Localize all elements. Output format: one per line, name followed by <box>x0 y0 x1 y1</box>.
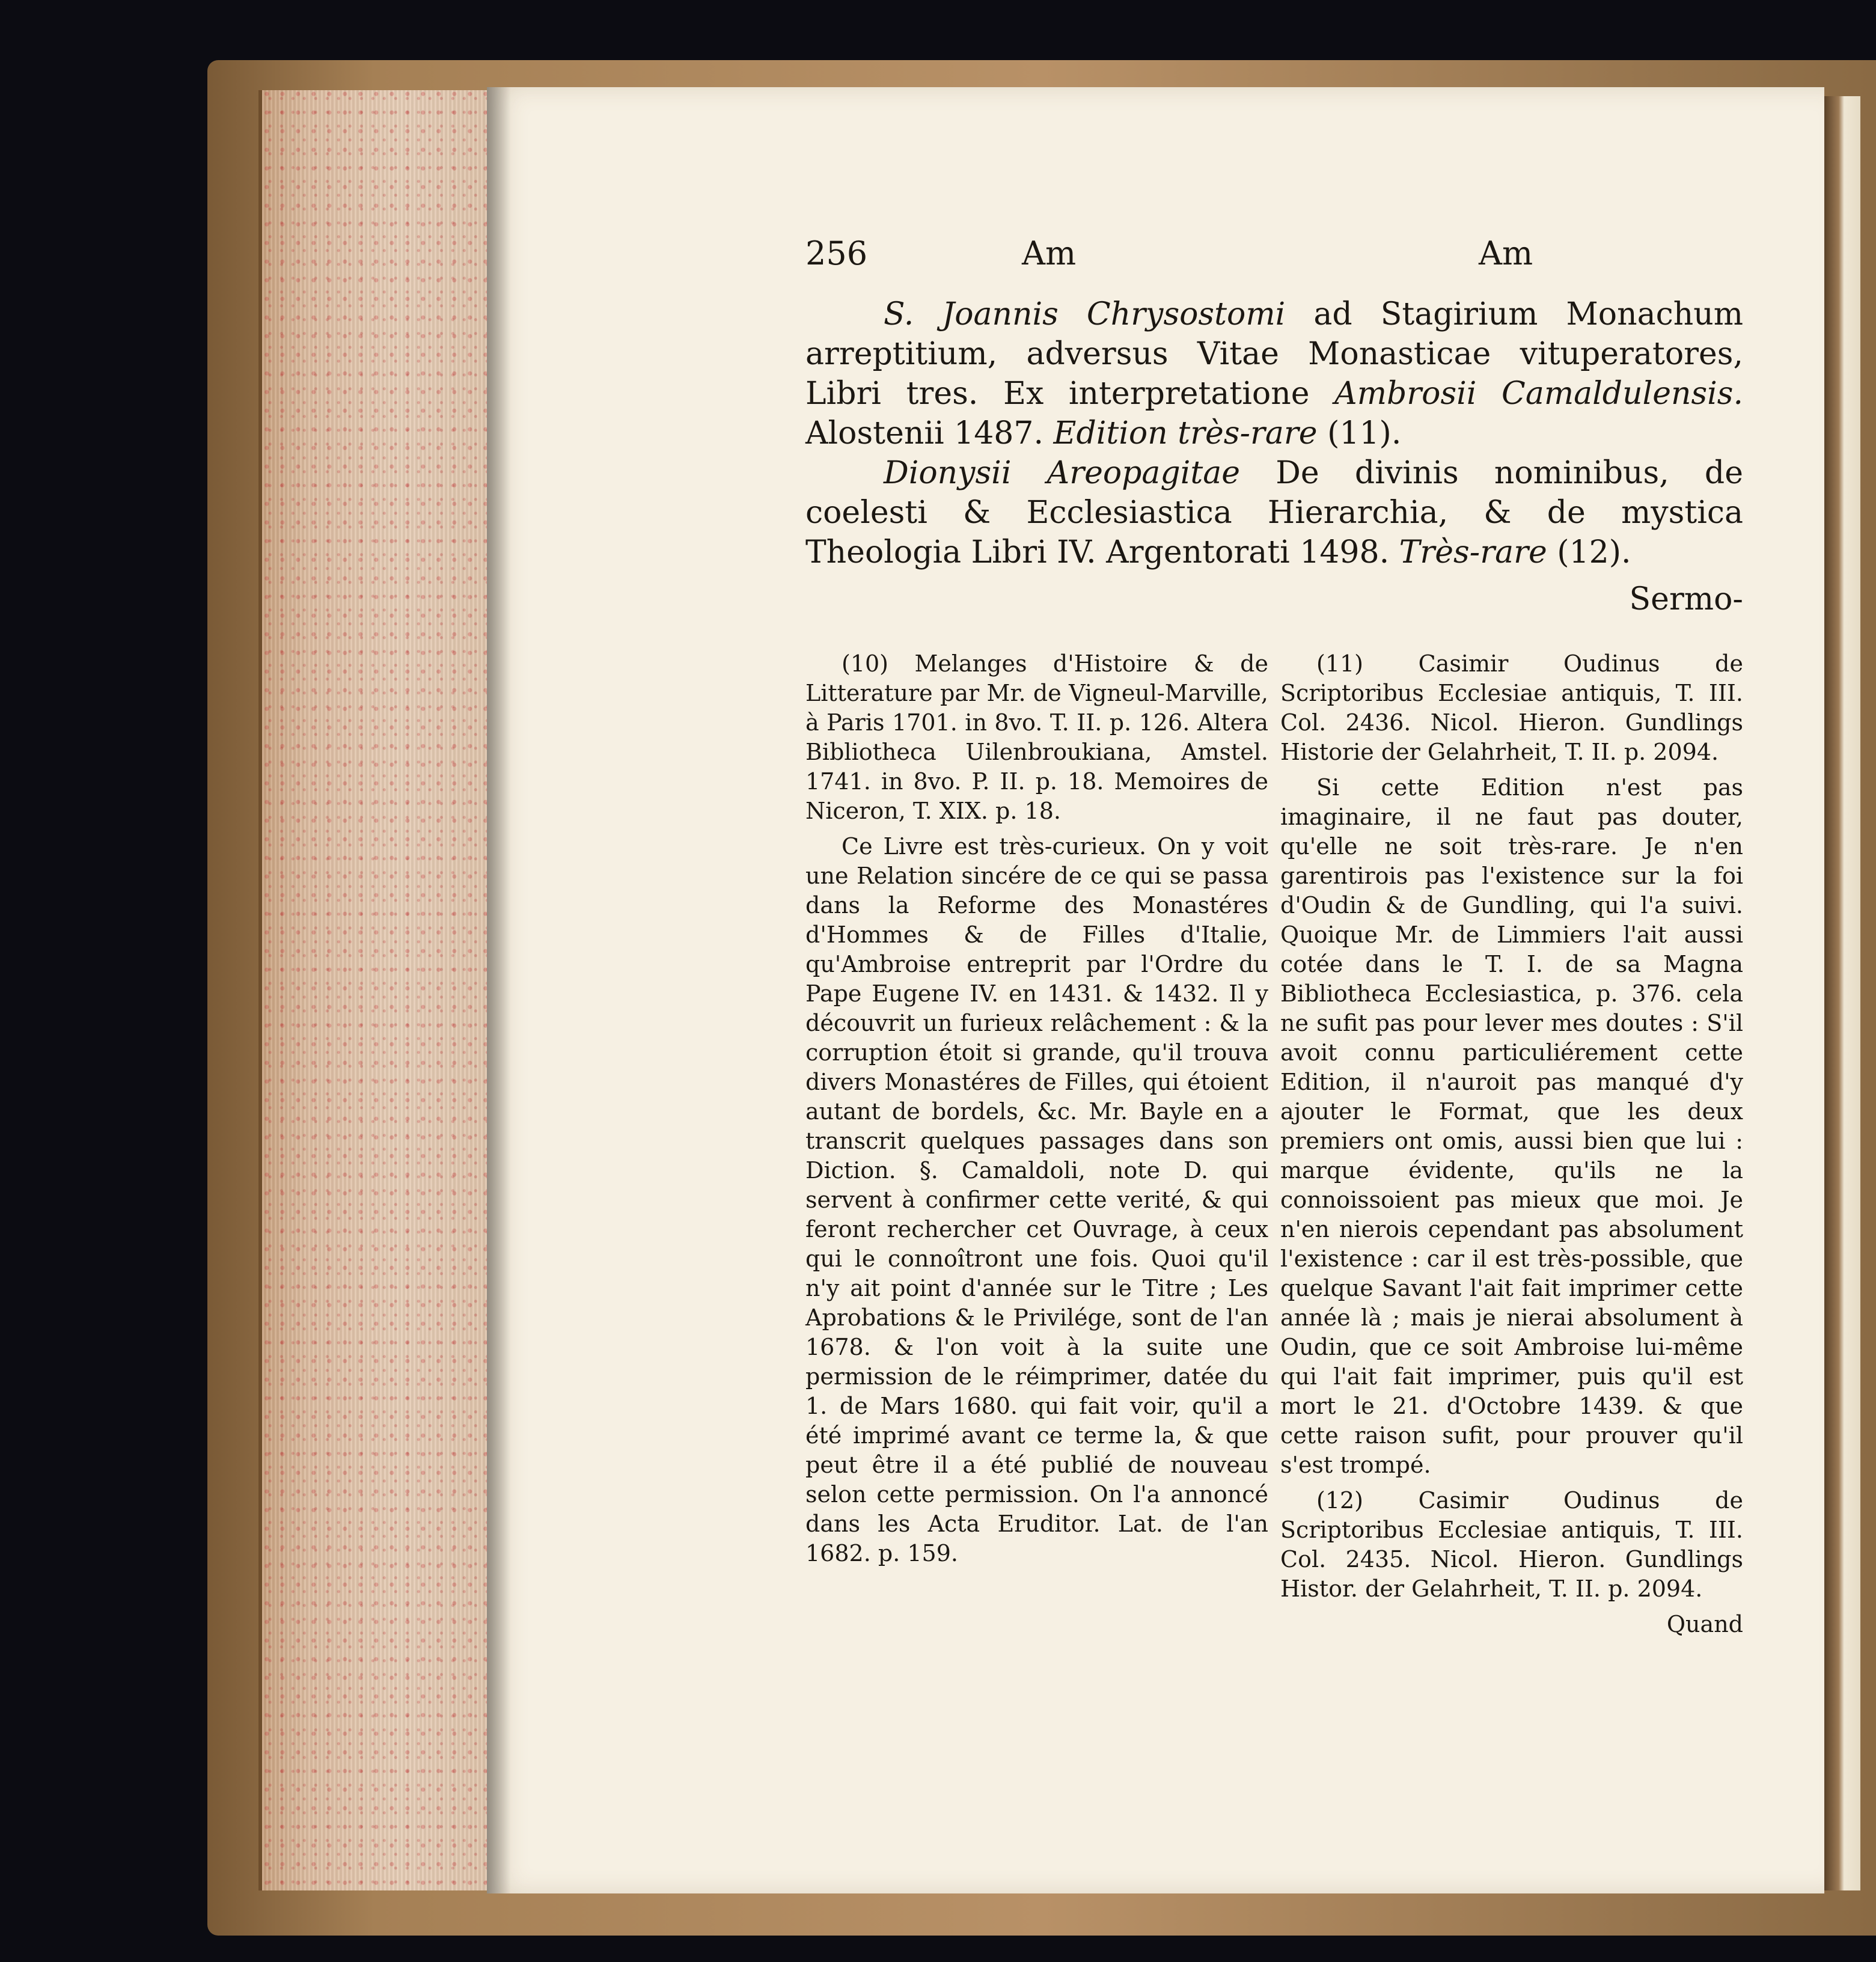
footnote-10-commentary: Ce Livre est très-curieux. On y voit une Relation sincére de ce qui se passa dans la Reforme des Monastéres d'Hommes & de Filles d'Italie, qu'Ambroise entreprit par l'Ordre du Pape Eugene IV. en 1431. & 1432. Il y découvrit un furieux relâchement : & la corruption étoit si grande, qu'il trouva divers Monastéres de Filles, qui étoient autant de bordels, &c. Mr. Bayle en a transcrit quelques passages dans son Diction. §. Camaldoli, note D. qui servent à confirmer cette verité, & qui feront rechercher cet Ouvrage, à ceux qui le connoîtront une fois. Quoi qu'il n'y ait point d'année sur le Titre ; Les Aprobations & le Privilége, sont de l'an 1678. & l'on voit à la suite une permission de le réimprimer, datée du 1. de Mars 1680. qui fait voir, qu'il a été imprimé avant ce terme la, & que peut être il a été publié de nouveau selon cette permission. On l'a annoncé dans les Acta Eruditor. Lat. de l'an 1682. p. 159. <box>805 833 1268 1566</box>
right-running-head: Am <box>1479 234 1533 272</box>
left-running-head: Am <box>1022 234 1077 272</box>
entry-author: S. Joannis Chrysostomi <box>884 296 1286 332</box>
speckled-page-edges <box>258 90 490 1890</box>
footnotes <box>805 649 1743 1639</box>
catchword-notes: Quand <box>1666 1611 1743 1637</box>
page-content <box>805 228 1743 1639</box>
entry-text: ad Stagirium Monachum arreptitium, adversus Vitae Monasticae vituperatores, Libri tres. Ex interpretatione <box>805 296 1744 412</box>
entry-tail: Alostenii 1487. <box>805 415 1054 451</box>
footnote-column-left <box>805 649 1268 1639</box>
entry-text: De divinis nominibus, de coelesti & Ecclesiastica Hierarchia, & de mystica Theologia Libri IV. Argentorati 1498. <box>805 455 1743 570</box>
entry-translator: Ambrosii Camaldulensis. <box>1334 376 1743 412</box>
entry-author: Dionysii Areopagitae <box>884 455 1241 491</box>
bibliography-entries <box>805 295 1743 619</box>
gutter-shadow <box>487 87 511 1893</box>
footnote-12: (12) Casimir Oudinus de Scriptoribus Ecclesiae antiquis, T. III. Col. 2435. Nicol. Hieron. Gundlings Histor. der Gelahrheit, T. II. p. 2094. <box>1280 1487 1743 1602</box>
entry-rarity: Très-rare <box>1399 534 1547 570</box>
running-header <box>805 228 1743 283</box>
facing-page-edge <box>1824 96 1860 1890</box>
page-number: 256 <box>805 234 868 272</box>
entry-chrysostom <box>805 295 1743 453</box>
catchword-main: Sermo- <box>1629 581 1743 617</box>
entry-note-ref: (12). <box>1547 534 1631 570</box>
entry-note-ref: (11). <box>1317 415 1402 451</box>
footnote-11: (11) Casimir Oudinus de Scriptoribus Ecclesiae antiquis, T. III. Col. 2436. Nicol. Hieron. Gundlings Historie der Gelahrheit, T. II. p. 2094. <box>1280 650 1743 765</box>
entry-dionysius <box>805 453 1743 572</box>
footnote-11-commentary: Si cette Edition n'est pas imaginaire, il ne faut pas douter, qu'elle ne soit très-rare. Je n'en garentirois pas l'existence sur la foi d'Oudin & de Gundling, qui l'a suivi. Quoique Mr. de Limmiers l'ait aussi cotée dans le T. I. de sa Magna Bibliotheca Ecclesiastica, p. 376. cela ne sufit pas pour lever mes doutes : S'il avoit connu particuliérement cette Edition, il n'auroit pas manqué d'y ajouter le Format, que les deux premiers ont omis, aussi bien que lui : marque évidente, qu'ils ne la connoissoient pas mieux que moi. Je n'en nierois cependant pas absolument l'existence : car il est très-possible, que quelque Savant l'ait fait imprimer cette année là ; mais je nierai absolument à Oudin, que ce soit Ambroise lui-même qui l'ait fait imprimer, puis qu'il est mort le 21. d'Octobre 1439. & que cette raison sufit, pour prouver qu'il s'est trompé. <box>1280 774 1743 1478</box>
entry-rarity: Edition très-rare <box>1053 415 1318 451</box>
footnote-10: (10) Melanges d'Histoire & de Litterature par Mr. de Vigneul-Marville, à Paris 1701. in 8vo. T. II. p. 126. Altera Bibliotheca Uilenbroukiana, Amstel. 1741. in 8vo. P. II. p. 18. Memoires de Niceron, T. XIX. p. 18. <box>805 650 1268 824</box>
footnote-column-right <box>1280 649 1743 1639</box>
